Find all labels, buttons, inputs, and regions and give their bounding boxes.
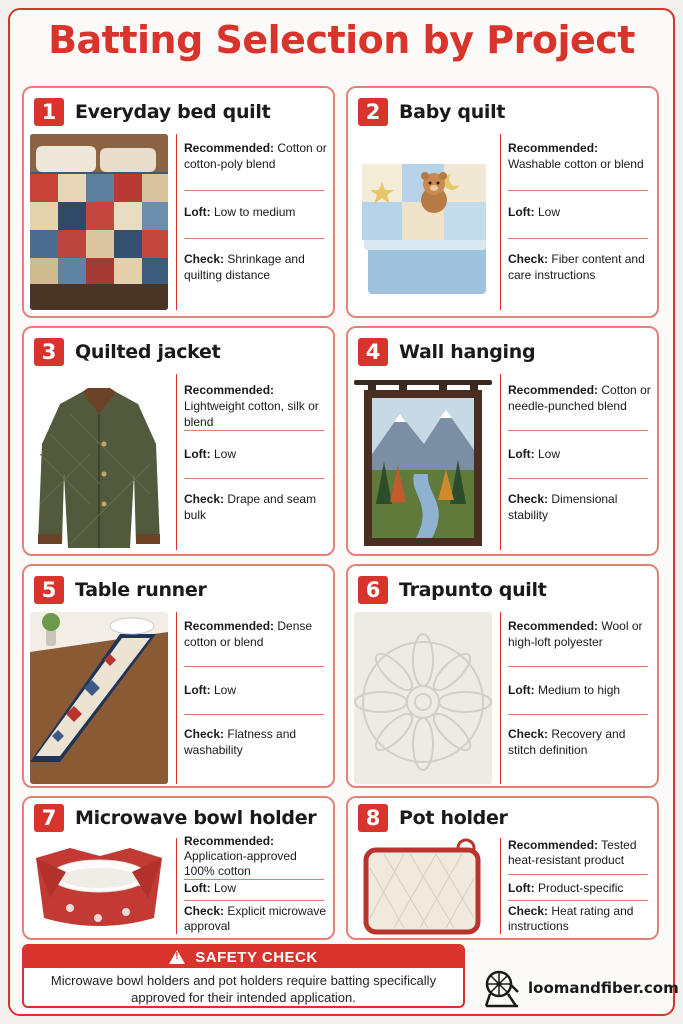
card-number: 4: [358, 338, 388, 366]
check-value: Fiber content and care instructions: [508, 252, 645, 282]
card-number: 6: [358, 576, 388, 604]
recommended-label: Recommended:: [184, 619, 275, 633]
loft-value: Low to medium: [214, 205, 296, 219]
check-label: Check:: [184, 727, 225, 741]
check-label: Check:: [184, 492, 225, 506]
loft-value: Low: [214, 447, 237, 461]
card-title: Microwave bowl holder: [75, 807, 317, 829]
loft-label: Loft:: [508, 205, 535, 219]
check-label: Check:: [184, 252, 225, 266]
recommended-value: Cotton or needle-punched blend: [508, 383, 651, 413]
loft-value: Medium to high: [538, 683, 621, 697]
check-label: Check:: [508, 727, 549, 741]
pot-holder-image: [354, 838, 492, 936]
bowl-holder-image: [30, 838, 168, 936]
card-title: Everyday bed quilt: [75, 101, 271, 123]
recommended-label: Recommended:: [184, 834, 275, 848]
loft-label: Loft:: [184, 447, 211, 461]
check-value: Explicit microwave approval: [184, 904, 327, 933]
recommended-value: Lightweight cotton, silk or blend: [184, 399, 319, 429]
card-pot-holder: [346, 796, 659, 940]
check-label: Check:: [508, 492, 549, 506]
card-title: Wall hanging: [399, 341, 536, 363]
check-label: Check:: [508, 904, 549, 918]
brand-url[interactable]: loomandfiber.com: [528, 979, 679, 997]
check-value: Shrinkage and quilting distance: [184, 252, 305, 282]
card-trapunto-quilt: [346, 564, 659, 788]
loft-label: Loft:: [184, 683, 211, 697]
loft-value: Low: [214, 881, 237, 895]
quilted-jacket-image: [30, 374, 168, 550]
recommended-label: Recommended:: [508, 383, 599, 397]
recommended-value: Cotton or cotton-poly blend: [184, 141, 327, 171]
loft-label: Loft:: [508, 683, 535, 697]
recommended-label: Recommended:: [184, 383, 275, 397]
recommended-value: Wool or high-loft polyester: [508, 619, 643, 649]
brand-logo: [484, 968, 679, 1008]
check-value: Flatness and washability: [184, 727, 297, 757]
check-value: Heat rating and instructions: [508, 904, 634, 933]
card-title: Table runner: [75, 579, 207, 601]
card-number: 1: [34, 98, 64, 126]
check-label: Check:: [184, 904, 225, 918]
warning-icon: [169, 950, 185, 964]
card-title: Trapunto quilt: [399, 579, 547, 601]
loft-value: Product-specific: [538, 881, 624, 895]
card-quilted-jacket: [22, 326, 335, 556]
card-table-runner: [22, 564, 335, 788]
card-number: 3: [34, 338, 64, 366]
recommended-label: Recommended:: [508, 838, 599, 852]
trapunto-quilt-image: [354, 612, 492, 784]
check-value: Recovery and stitch definition: [508, 727, 626, 757]
page-title: Batting Selection by Project: [48, 18, 635, 62]
check-label: Check:: [508, 252, 549, 266]
card-title: Pot holder: [399, 807, 508, 829]
baby-quilt-image: [354, 134, 492, 310]
card-number: 5: [34, 576, 64, 604]
recommended-value: Tested heat-resistant product: [508, 838, 637, 867]
recommended-value: Dense cotton or blend: [184, 619, 313, 649]
card-baby-quilt: [346, 86, 659, 318]
wall-hanging-image: [354, 374, 492, 550]
card-everyday-bed-quilt: [22, 86, 335, 318]
loft-value: Low: [214, 683, 237, 697]
card-number: 2: [358, 98, 388, 126]
safety-label: SAFETY CHECK: [195, 948, 318, 966]
loft-value: Low: [538, 205, 561, 219]
card-title: Baby quilt: [399, 101, 506, 123]
card-wall-hanging: [346, 326, 659, 556]
loft-label: Loft:: [184, 205, 211, 219]
table-runner-image: [30, 612, 168, 784]
loft-label: Loft:: [508, 881, 535, 895]
recommended-label: Recommended:: [184, 141, 275, 155]
recommended-label: Recommended:: [508, 619, 599, 633]
recommended-label: Recommended:: [508, 141, 599, 155]
safety-check-box: [22, 944, 465, 1008]
bed-quilt-image: [30, 134, 168, 310]
card-microwave-bowl-holder: [22, 796, 335, 940]
card-number: 7: [34, 804, 64, 832]
loft-value: Low: [538, 447, 561, 461]
recommended-value: Application-approved 100% cotton: [184, 849, 297, 878]
card-title: Quilted jacket: [75, 341, 221, 363]
check-value: Drape and seam bulk: [184, 492, 317, 522]
check-value: Dimensional stability: [508, 492, 618, 522]
safety-message: Microwave bowl holders and pot holders require batting specifically approved for their intended application.: [50, 973, 437, 1005]
card-number: 8: [358, 804, 388, 832]
loft-label: Loft:: [508, 447, 535, 461]
recommended-value: Washable cotton or blend: [508, 157, 644, 171]
spinning-wheel-icon: [484, 968, 520, 1008]
loft-label: Loft:: [184, 881, 211, 895]
